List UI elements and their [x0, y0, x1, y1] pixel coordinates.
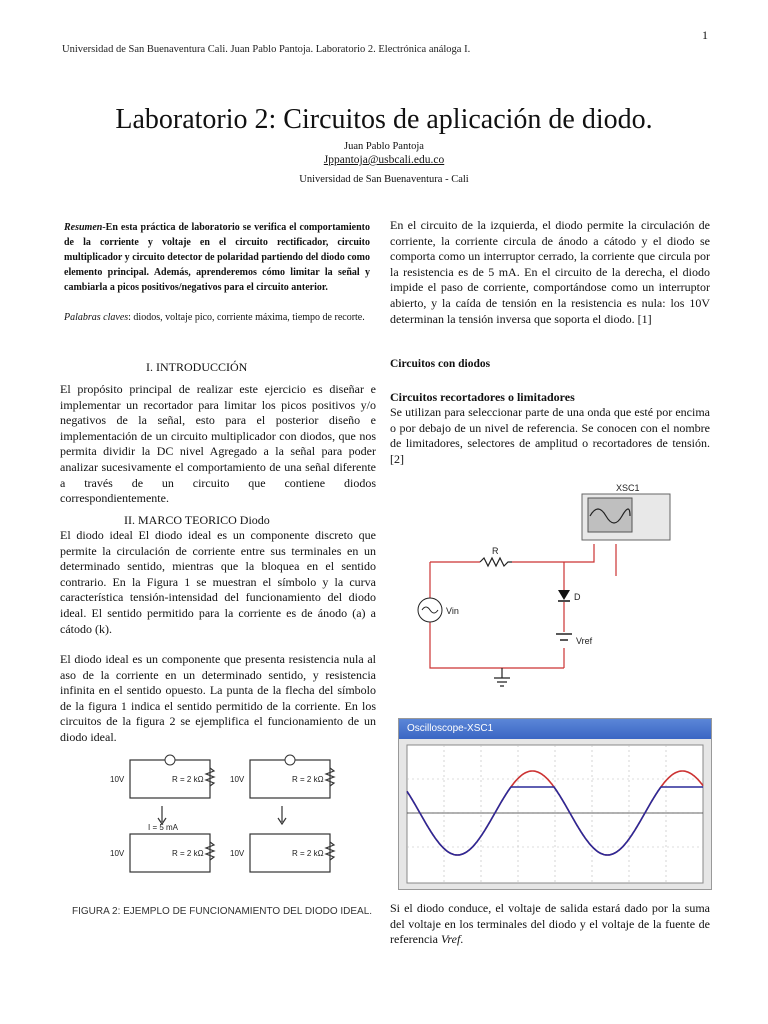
marco-paragraph-2: El diodo ideal es un componente que presenta resistencia nula al aso de la corriente en un determinado sentido, y resistencia infinita en el sentido opuesto. La punta de la flecha del símbolo de la figura 1 indica el sentido permitido de la corriente. En los circuitos de la figura 2 se ejemplifica el funcionamiento de un diodo ideal.: [60, 652, 376, 744]
section-heading-marco: II. MARCO TEORICO Diodo: [124, 513, 270, 527]
affiliation: Universidad de San Buenaventura - Cali: [299, 174, 469, 185]
resistor-label: R: [492, 546, 499, 556]
oscilloscope-window: [398, 718, 712, 890]
fig2-diode-symbol-2: [285, 755, 295, 765]
fig2-source-label-2: 10V: [230, 775, 245, 784]
paper-title: Laboratorio 2: Circuitos de aplicación de diodo.: [115, 104, 653, 135]
ground-symbol: [494, 668, 510, 686]
final-text-variable: Vref: [440, 932, 461, 947]
diode-symbol: [558, 590, 570, 600]
scope-label: XSC1: [616, 483, 640, 493]
running-head: Universidad de San Buenaventura Cali. Juan Pablo Pantoja. Laboratorio 2. Electrónica análoga I.: [62, 44, 471, 55]
fig2-arrow-right: [278, 806, 286, 824]
author-name: Juan Pablo Pantoja: [344, 141, 424, 152]
fig2-resistor-label-3: R = 2 kΩ: [172, 849, 204, 858]
keywords-label: Palabras claves: [64, 312, 129, 323]
oscilloscope-titlebar: [399, 719, 711, 739]
figure-2-caption: FIGURA 2: EJEMPLO DE FUNCIONAMIENTO DEL DIODO IDEAL.: [72, 906, 373, 917]
figure-2-diagram: [100, 748, 370, 888]
fig2-source-label-3: 10V: [110, 849, 125, 858]
fig2-source-label-4: 10V: [230, 849, 245, 858]
fig2-arrow-left: [158, 806, 166, 824]
fig2-source-label-1: 10V: [110, 775, 125, 784]
section-heading-intro: I. INTRODUCCIÓN: [146, 360, 248, 374]
wire-bottom: [430, 622, 564, 668]
keywords: [64, 311, 370, 325]
heading-circuitos: Circuitos con diodos: [390, 358, 491, 370]
final-text-after: .: [460, 932, 464, 947]
diode-label: D: [574, 592, 581, 602]
page-number: 1: [702, 28, 708, 42]
recortadores-paragraph: Se utilizan para seleccionar parte de una onda que esté por encima o por debajo de un nivel de referencia. Se conocen con el nombre de limitadores, selectores de amplitud o recortadores de tensión.[2]: [390, 405, 710, 466]
right-paragraph-1: En el circuito de la izquierda, el diodo permite la circulación de corriente, la corriente circula de ánodo a cátodo y el diodo se comporta como un interruptor cerrado, la corriente que circula por la resistencia es de 5 mA. En el circuito de la derecha, el diodo impide el paso de corriente, comportándose como un interruptor abierto, y la caída de tensión en la resistencia es nula: los 10V determinan la tensión inversa que soporta el diodo. [1]: [390, 218, 710, 326]
fig2-resistor-label-1: R = 2 kΩ: [172, 775, 204, 784]
abstract-text: En esta práctica de laboratorio se verifica el comportamiento de la corriente y voltaje en el circuito rectificador, circuito multiplicador y circuito detector de polaridad partiendo del diodo como elemento principal. Además, aprenderemos cómo limitar la señal y cambiarla a picos positivos/negativos para el circuito anterior.: [64, 222, 370, 293]
abstract-label: Resumen-: [64, 222, 106, 233]
vref-label: Vref: [576, 636, 593, 646]
abstract: [64, 220, 370, 295]
keywords-text: : diodos, voltaje pico, corriente máxima, tiempo de recorte.: [128, 312, 365, 323]
heading-recortadores: Circuitos recortadores o limitadores: [390, 390, 575, 404]
fig2-diode-symbol-1: [165, 755, 175, 765]
email-link[interactable]: Jppantoja@usbcali.edu.co: [323, 154, 445, 166]
intro-paragraph: El propósito principal de realizar este ejercicio es diseñar e implementar un recortador para limitar los picos positivos y/o negativos de la señal, esto para el posterior diseño e implementación de un circuito multiplicador con diodos, que nos permita dividir la DC nivel Agregado a la señal para poder analizar sucesivamente el comportamiento de una señal diferente a través de un circuito que contiene diodos correspondientemente.: [60, 382, 376, 506]
fig2-resistor-label-4: R = 2 kΩ: [292, 849, 324, 858]
final-paragraph: [390, 901, 710, 948]
final-text-before: Si el diodo conduce, el voltaje de salida estará dado por la suma del voltaje en los terminales del diodo y el voltaje de la fuente de referencia: [390, 901, 710, 947]
fig2-resistor-label-2: R = 2 kΩ: [292, 775, 324, 784]
author-email[interactable]: [0, 154, 768, 166]
oscilloscope-plot: [399, 739, 711, 889]
resistor-symbol: [480, 558, 512, 566]
oscilloscope-title: Oscilloscope-XSC1: [407, 723, 494, 734]
marco-paragraph-1: El diodo ideal El diodo ideal es un componente discreto que permite la circulación de corriente entre sus terminales en un determinado sentido, mientras que la bloquea en el sentido contrario. En la Figura 1 se muestran el símbolo y la curva característica tensión-intensidad del funcionamiento del diodo ideal. El sentido permitido para la corriente es de ánodo (a) a cátodo (k).: [60, 528, 376, 636]
scope-screen: [588, 498, 632, 532]
wire-scope-a: [564, 544, 594, 562]
fig2-current-label: I = 5 mA: [148, 823, 179, 832]
vref-battery-symbol: [556, 634, 572, 640]
clipper-circuit-diagram: [410, 482, 700, 692]
source-label: Vin: [446, 606, 459, 616]
